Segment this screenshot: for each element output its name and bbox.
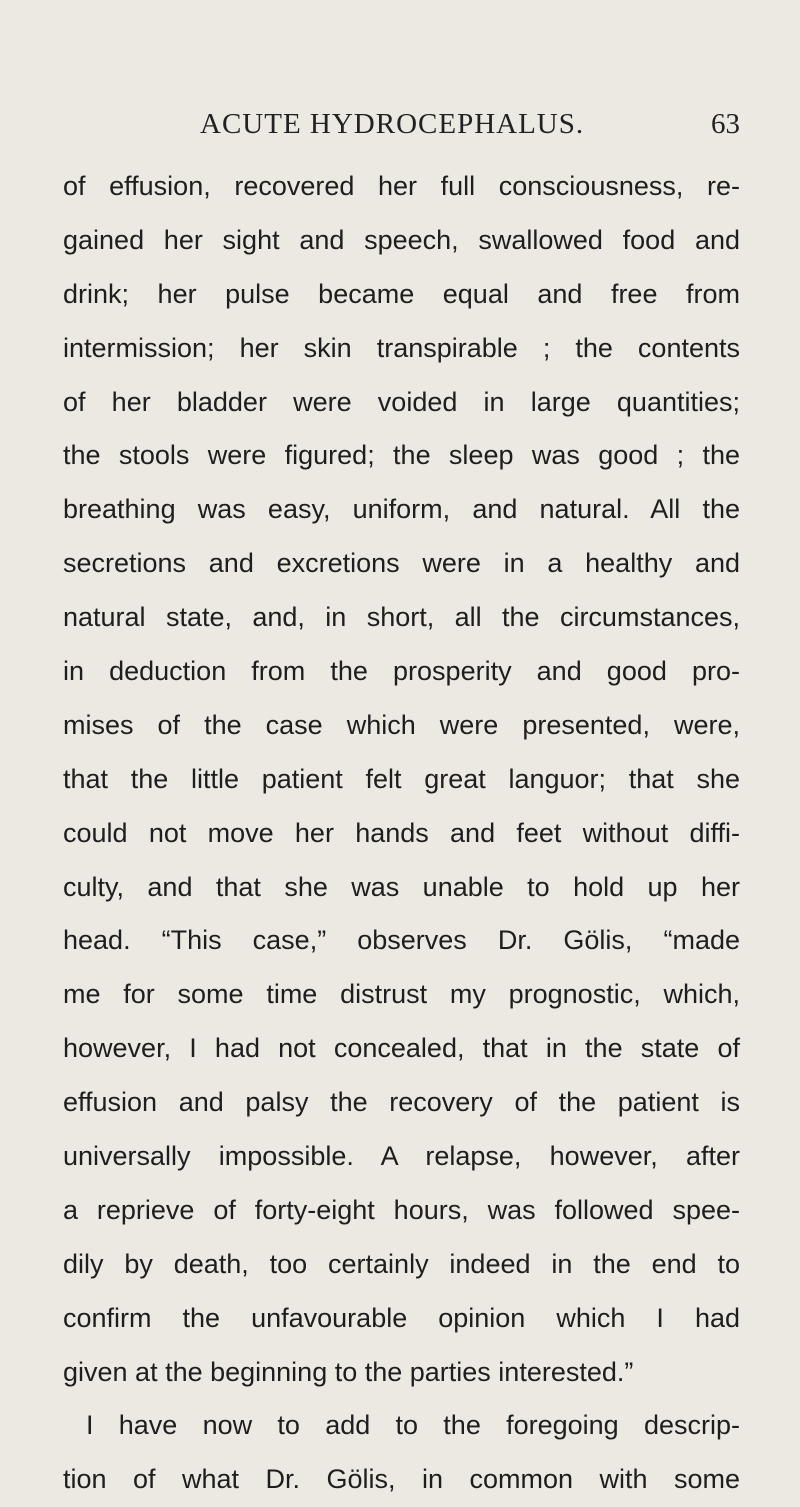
text-line: confirm the unfavourable opinion which I had (63, 1302, 740, 1333)
text-line: secretions and excretions were in a healthy and (63, 548, 740, 579)
text-line: of effusion, recovered her full consciousness, re- (63, 171, 740, 201)
text-line: culty, and that she was unable to hold up her (63, 871, 740, 902)
text-line: mises of the case which were presented, were, (63, 709, 740, 740)
text-line: effusion and palsy the recovery of the patient is (63, 1087, 740, 1118)
text-line: however, I had not concealed, that in the state of (63, 1033, 740, 1064)
text-line: dily by death, too certainly indeed in the end to (63, 1248, 740, 1279)
text-line: intermission; her skin transpirable ; the contents (63, 332, 740, 363)
page-number: 63 (711, 108, 740, 140)
text-line: that the little patient felt great languor; that she (63, 763, 740, 794)
text-line: breathing was easy, uniform, and natural. All the (63, 494, 740, 525)
text-line: given at the beginning to the parties interested.” (63, 1356, 634, 1387)
text-line: universally impossible. A relapse, however, after (63, 1141, 740, 1172)
text-line: me for some time distrust my prognostic, which, (63, 979, 740, 1010)
text-line: head. “This case,” observes Dr. Gölis, “made (63, 925, 740, 956)
text-line: in deduction from the prosperity and good pro- (63, 656, 740, 687)
text-line: drink; her pulse became equal and free from (63, 278, 740, 309)
text-line: natural state, and, in short, all the circumstances, (63, 602, 740, 633)
running-head: ACUTE HYDROCEPHALUS. (200, 108, 585, 140)
text-line: of her bladder were voided in large quantities; (63, 386, 740, 417)
text-line: gained her sight and speech, swallowed food and (63, 224, 740, 255)
page-header (200, 108, 740, 148)
body-text (63, 160, 740, 1507)
text-line: tion of what Dr. Gölis, in common with some (63, 1464, 740, 1495)
text-line: I have now to add to the foregoing descrip- (86, 1410, 740, 1441)
text-line: a reprieve of forty-eight hours, was followed spee- (63, 1194, 740, 1225)
text-line: the stools were figured; the sleep was good ; the (63, 440, 740, 471)
text-line: could not move her hands and feet without diffi- (63, 817, 740, 848)
